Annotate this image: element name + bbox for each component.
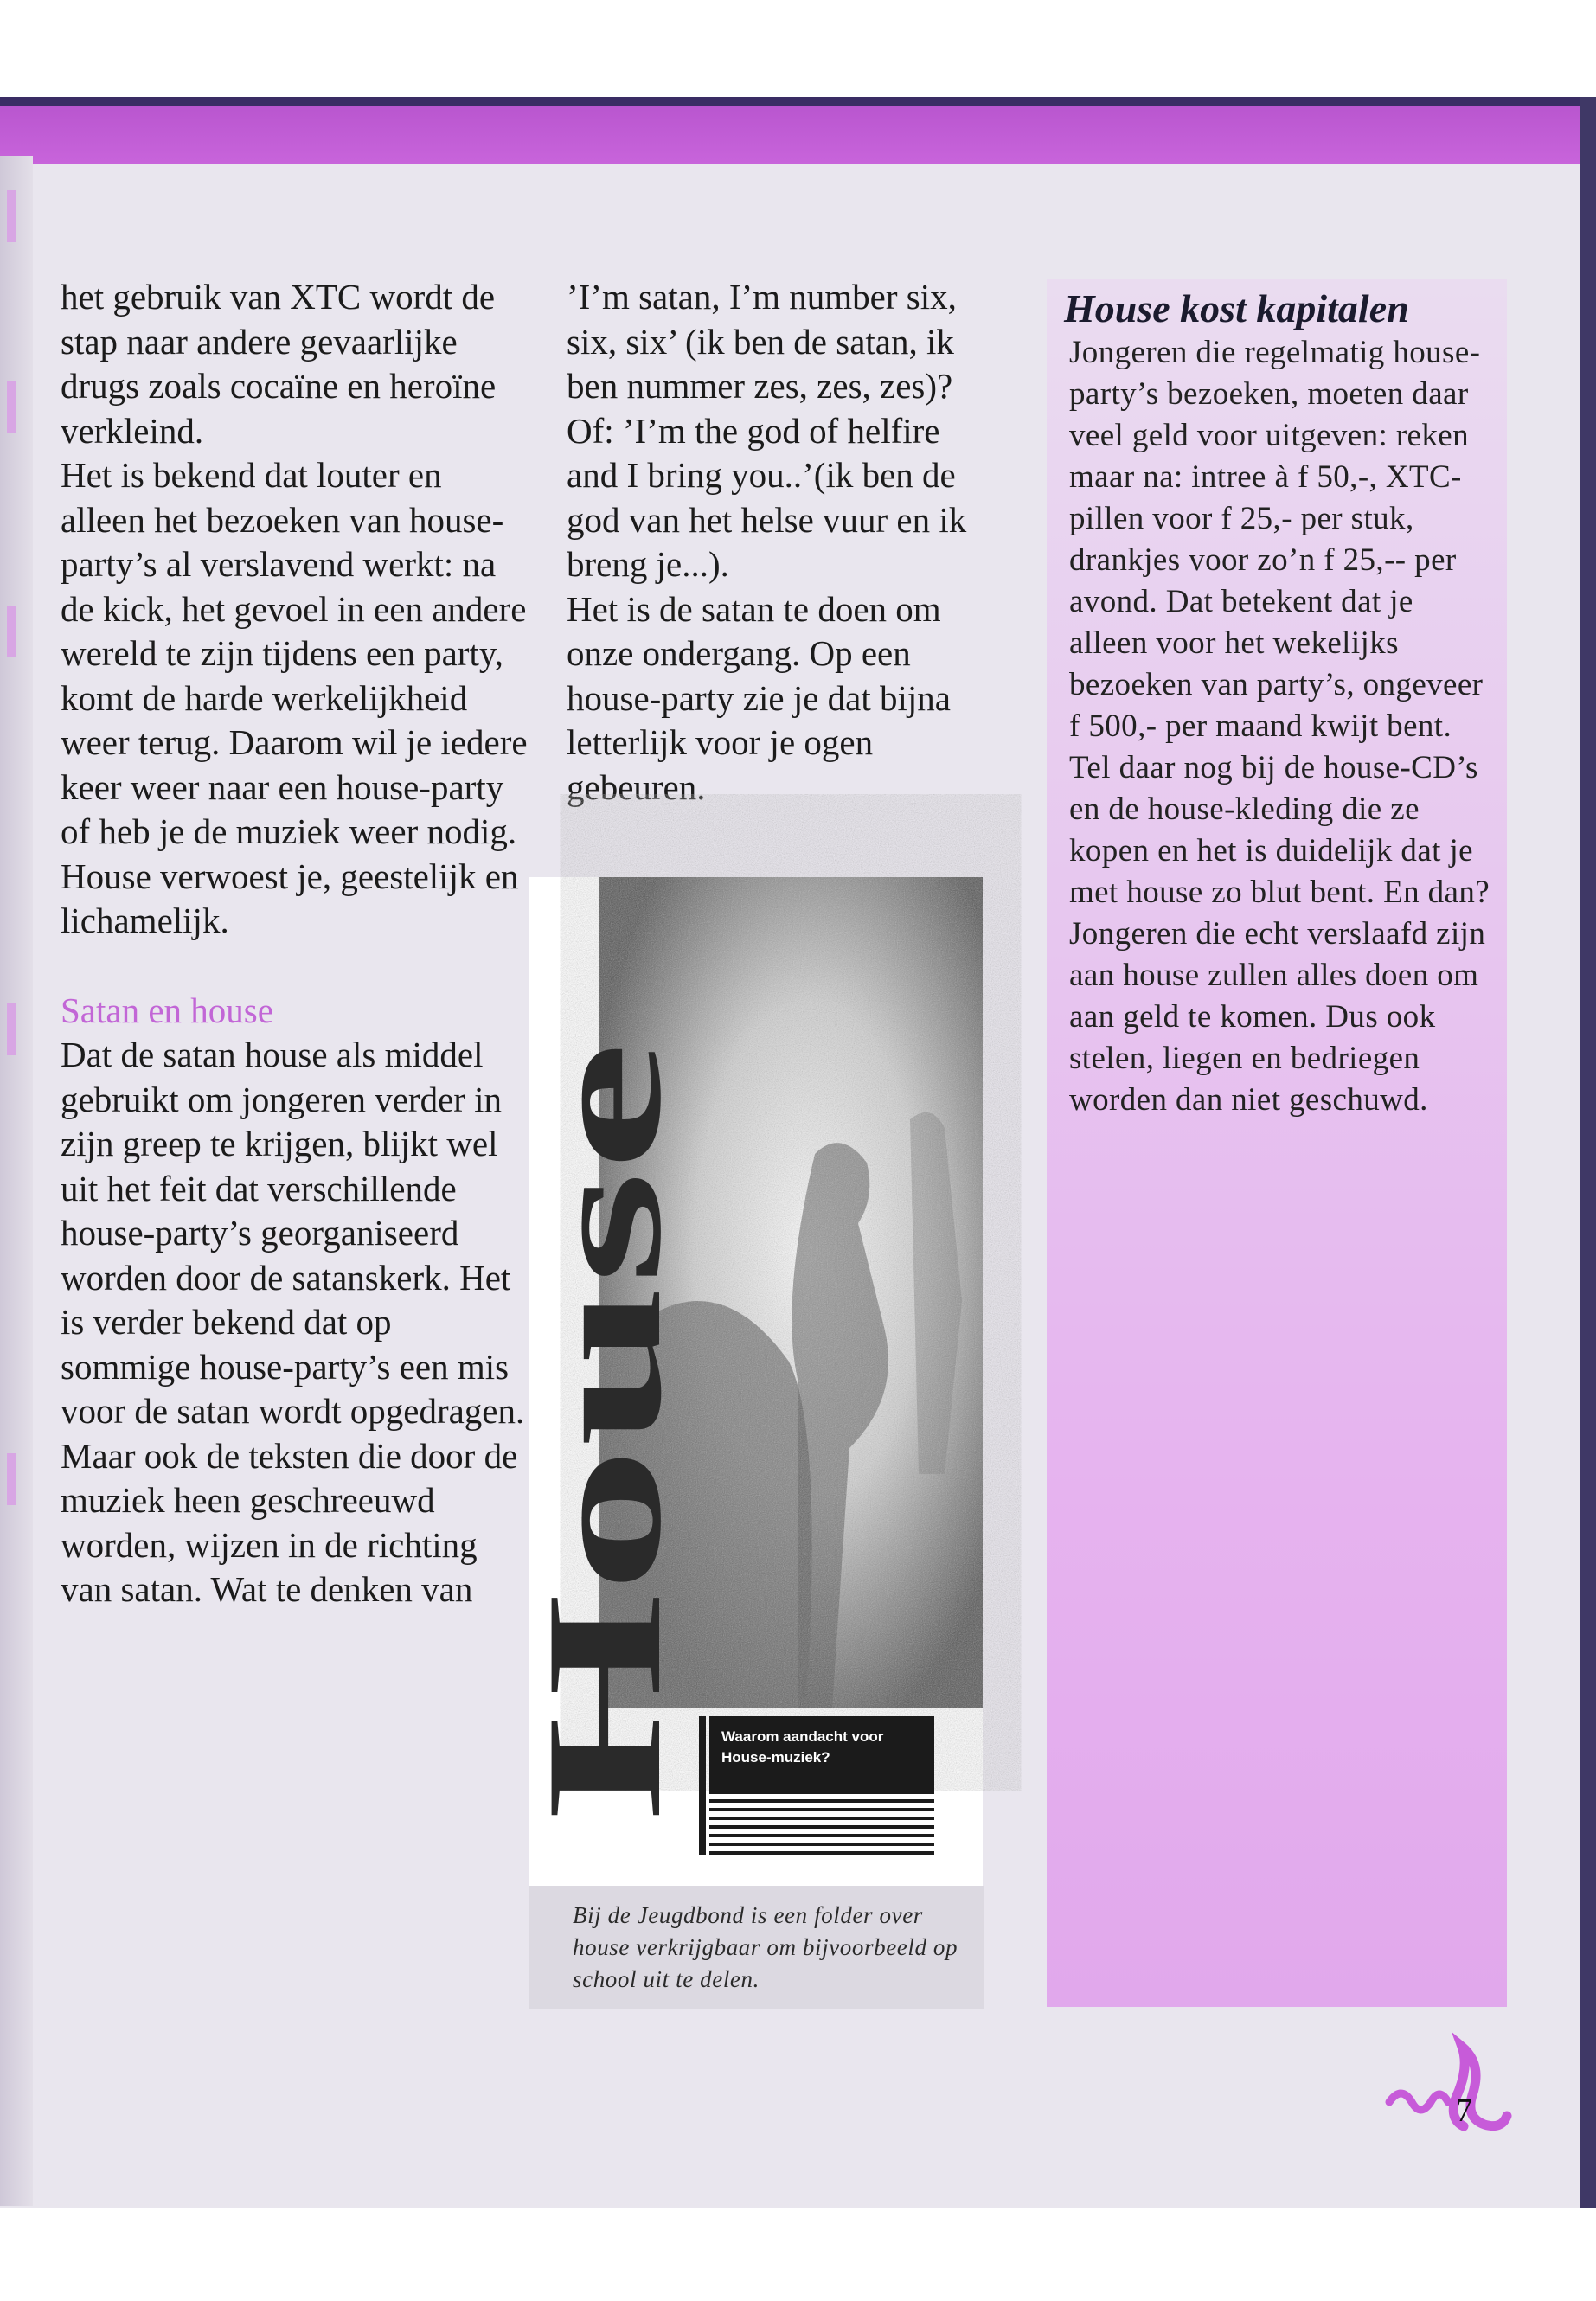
folder-illustration xyxy=(514,877,983,1886)
section-subheading: Satan en house xyxy=(61,990,273,1030)
column2-paragraph: Het is de satan te doen om onze ondergang. Op een house-party zie je dat bijna letterlijk voor je ogen gebeuren. xyxy=(567,588,951,807)
page-number: 7 xyxy=(1456,2093,1472,2129)
sidebar-body xyxy=(1069,332,1497,1121)
figure-caption: Bij de Jeugdbond is een folder over house verkrijgbaar om bijvoorbeeld op school uit te delen. xyxy=(573,1902,958,1992)
section-paragraph: Dat de satan house als middel gebruikt om jongeren verder in zijn greep te krijgen, blijkt wel uit het feit dat verschillende house-party’s georganiseerd worden door de satanskerk. Het is verder bekend dat op sommige house-party’s een mis voor de satan wordt opgedragen. Maar ook de teksten die door de muziek heen geschreeuwd worden, wijzen in de richting van satan. Wat te denken van xyxy=(61,1035,525,1609)
article-column-1 xyxy=(61,275,528,1612)
column1-paragraph: Het is bekend dat louter en alleen het bezoeken van house-party’s al verslavend werkt: na de kick, het gevoel in een andere wereld te zijn tijdens een party, komt de harde werkelijkheid weer terug. Daarom wil je iedere keer weer naar een house-party of heb je de muziek weer nodig. xyxy=(61,455,528,851)
house-title-graphic xyxy=(514,1033,695,1837)
column2-paragraph: ’I’m satan, I’m number six, six, six’ (ik ben de satan, ik ben nummer zes, zes, zes)? xyxy=(567,277,957,406)
folder-left-bar xyxy=(699,1716,706,1855)
column1-paragraph: House verwoest je, geestelijk en lichamelijk. xyxy=(61,856,519,940)
column2-paragraph: Of: ’I’m the god of helfire and I bring you..’(ik ben de god van het helse vuur en ik breng je...). xyxy=(567,410,967,584)
previous-page-edge xyxy=(0,156,33,2206)
article-column-2 xyxy=(567,275,999,810)
swirl-logo-icon xyxy=(1384,2041,1514,2145)
folder-title: Waarom aandacht voor House-muziek? xyxy=(709,1716,934,1794)
sidebar-title: House kost kapitalen xyxy=(1064,286,1409,330)
purple-header-band xyxy=(0,97,1596,164)
binder-edge xyxy=(1580,97,1596,2208)
sidebar-box xyxy=(1047,279,1507,2007)
folder-text-lines xyxy=(709,1799,934,1860)
sidebar-paragraph: Jongeren die regelmatig house-party’s bezoeken, moeten daar veel geld voor uitgeven: reken maar na: intree à f 50,-, XTC-pillen voor f 25,- per stuk, drankjes voor zo’n f 25,-- per avond. Dat betekent dat je alleen voor het wekelijks bezoeken van party’s, ongeveer f 500,- per maand kwijt bent. Tel daar nog bij de house-CD’s en de house-kleding die ze kopen en het is duidelijk dat je met house zo blut bent. En dan? Jongeren die echt verslaafd zijn aan house zullen alles doen om aan geld te komen. Dus ook stelen, liegen en bedriegen worden dan niet geschuwd. xyxy=(1069,335,1490,1118)
caption-box xyxy=(529,1886,984,2009)
house-vertical-title: House xyxy=(514,1381,695,1820)
column1-paragraph: het gebruik van XTC wordt de stap naar andere gevaarlijke drugs zoals cocaïne en heroïne verkleind. xyxy=(61,277,497,451)
